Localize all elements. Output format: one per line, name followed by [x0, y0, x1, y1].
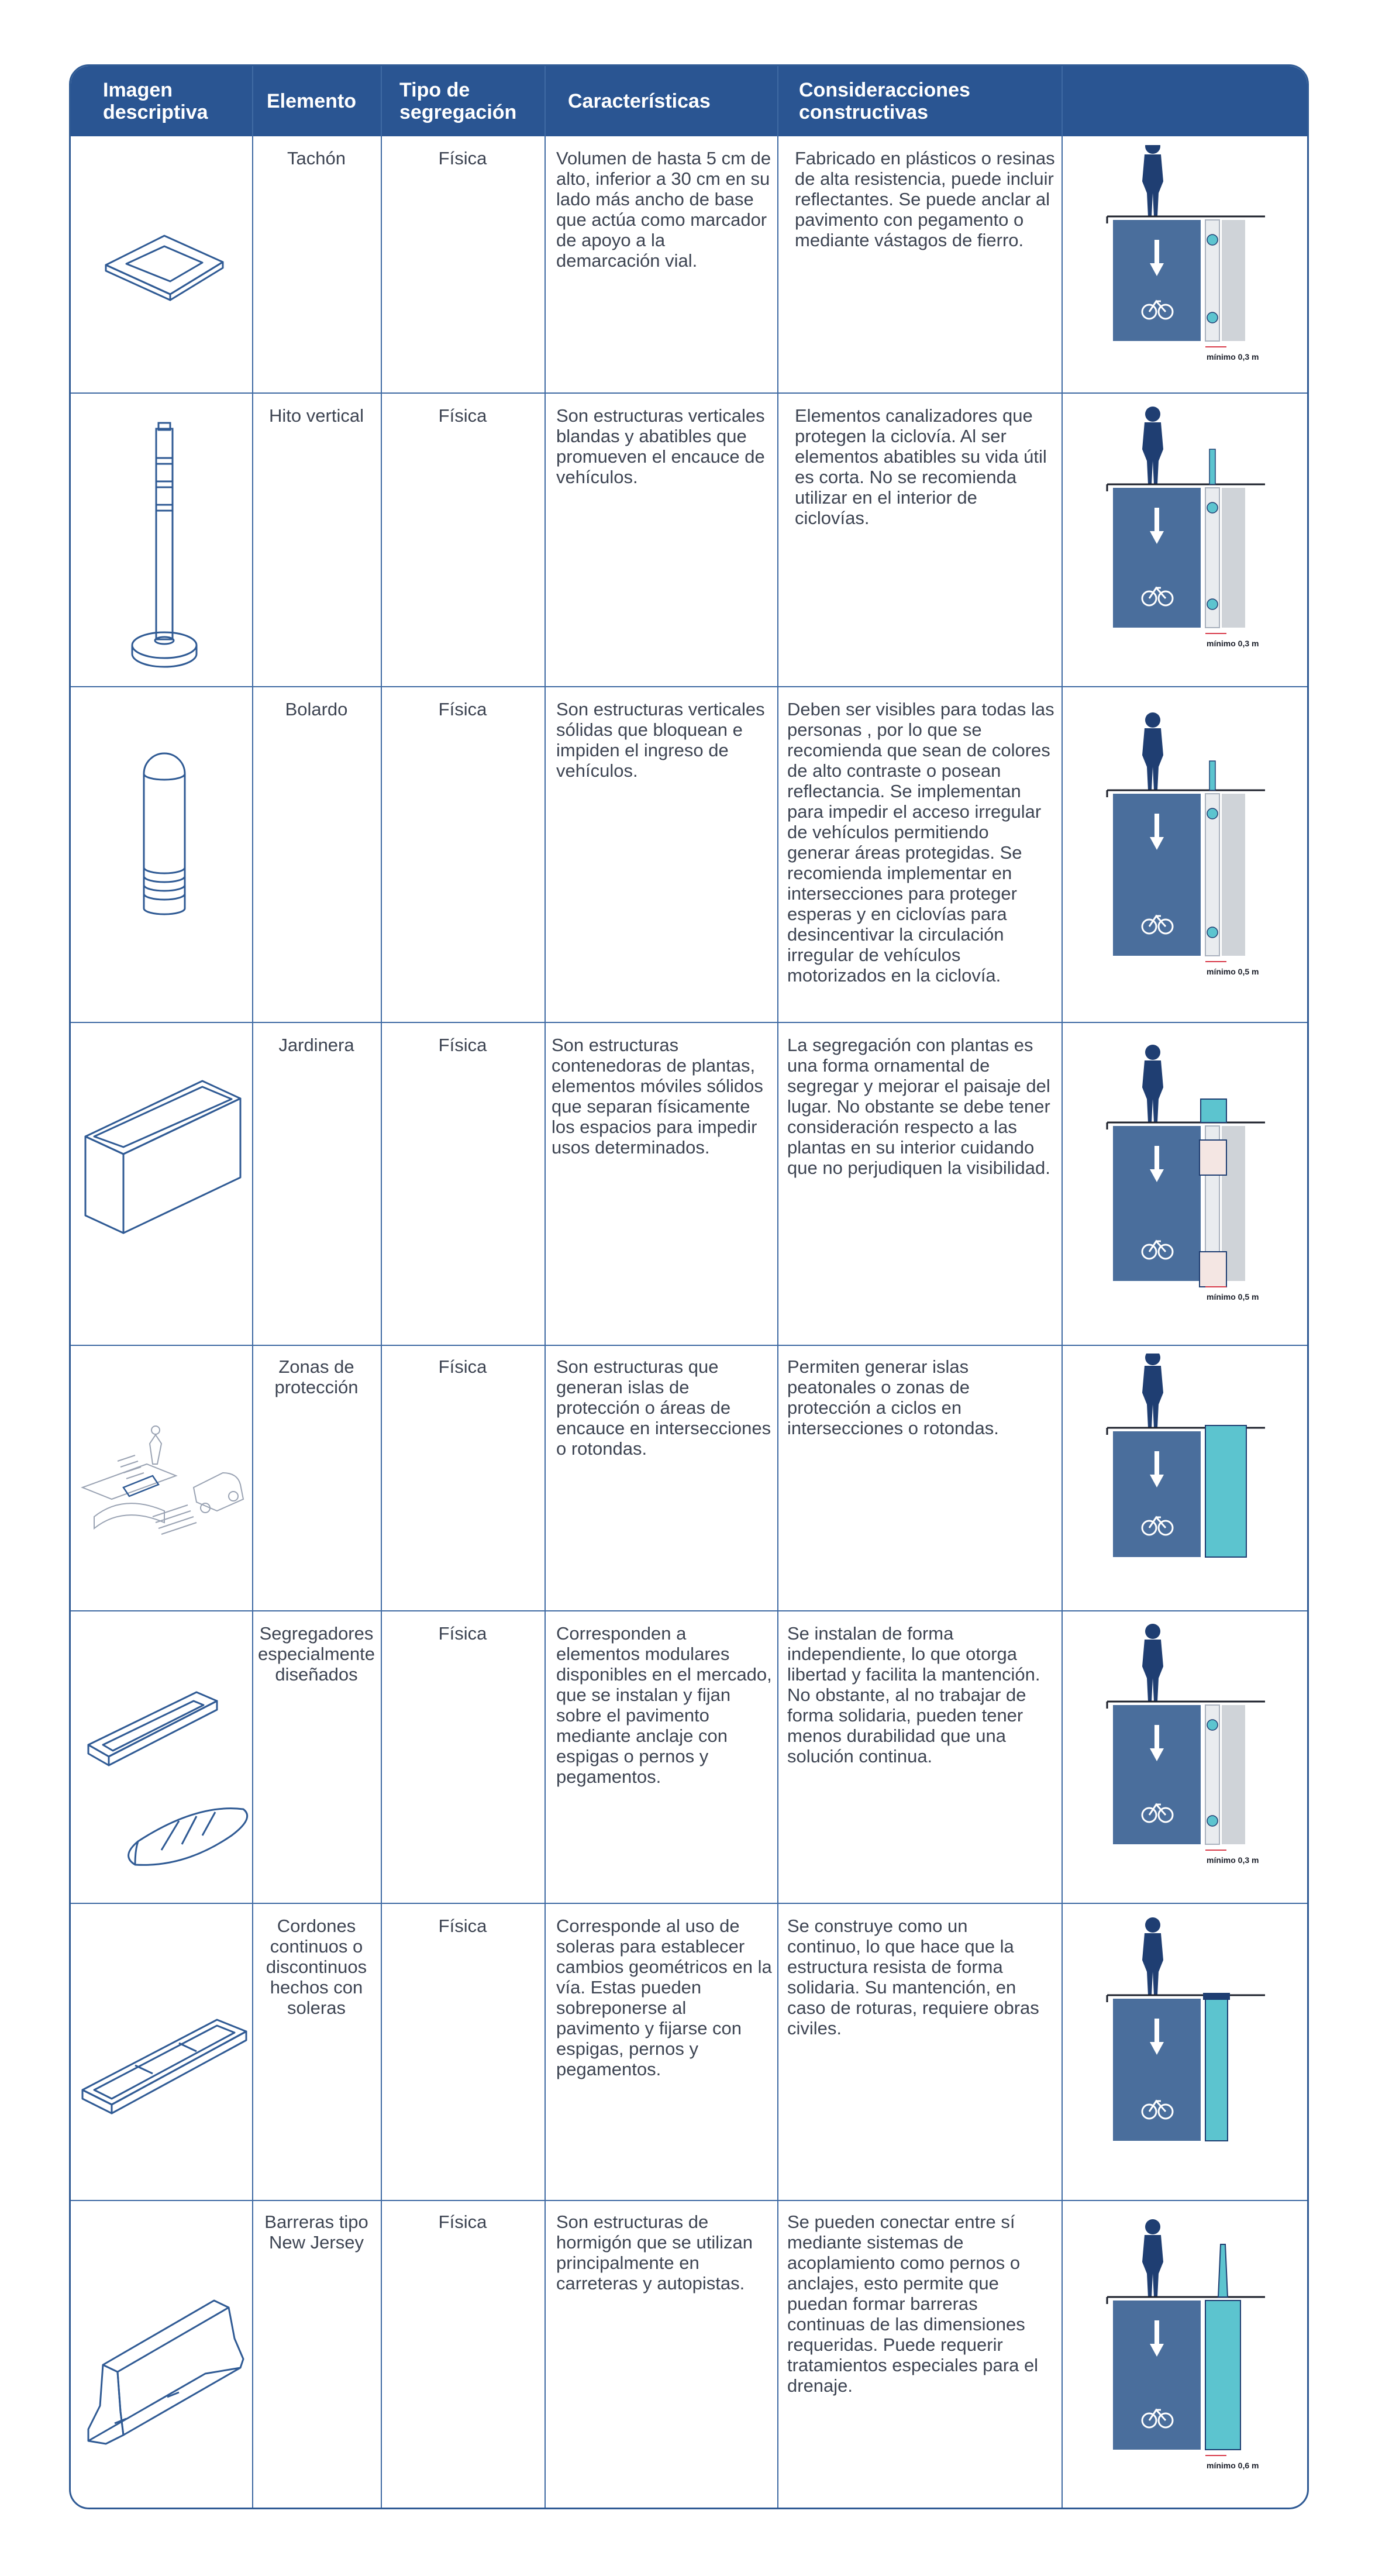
row-characteristics: Son estructuras contenedoras de plantas, elementos móviles sólidos que separan físicamente los espacios para impedir usos determinados. — [552, 1035, 763, 1158]
row-segregation: Física — [438, 2212, 487, 2232]
measure-label: mínimo 0,6 m — [1207, 2461, 1259, 2470]
lane-diagram — [1095, 1619, 1271, 1894]
measure-label: mínimo 0,3 m — [1207, 352, 1259, 361]
row-considerations: Se construye como un continuo, lo que hace que la estructura resista de forma solidaria. Su mantención, en caso de roturas, requiere obras civiles. — [787, 1916, 1039, 2038]
road-edge — [1222, 488, 1245, 628]
row-element: Zonas de protección — [274, 1356, 359, 1397]
lane-diagram — [1095, 1354, 1271, 1602]
planter-profile — [1201, 1099, 1226, 1122]
row-considerations: Permiten generar islas peatonales o zonas de protección a ciclos en intersecciones o rotondas. — [787, 1356, 999, 1438]
post-profile — [1209, 761, 1215, 790]
cyclist-icon — [1142, 1917, 1163, 1995]
cyclist-icon — [1142, 712, 1163, 790]
header-characteristics: Características — [568, 90, 711, 112]
row-element: Bolardo — [285, 699, 348, 719]
road-stud-icon — [94, 212, 235, 312]
row-characteristics: Son estructuras de hormigón que se utilizan principalmente en carreteras y autopistas. — [556, 2212, 753, 2293]
col-divider — [777, 66, 778, 2509]
curb-strip — [1205, 1999, 1228, 2141]
lane-diagram — [1095, 2209, 1271, 2502]
segregation-table — [69, 64, 1309, 2509]
col-divider — [1062, 66, 1063, 2509]
marker-dot — [1207, 599, 1218, 609]
row-considerations: Elementos canalizadores que protegen la ciclovía. Al ser elementos abatibles su vida útil es corta. No se recomienda utilizar en el interior de ciclovías. — [795, 405, 1047, 528]
row-divider — [71, 1903, 1309, 1904]
row-segregation: Física — [438, 1356, 487, 1377]
curb-icon — [77, 1996, 252, 2125]
row-element: Cordones continuos o discontinuos hechos con soleras — [266, 1916, 367, 2018]
row-segregation: Física — [438, 148, 487, 168]
header-element: Elemento — [267, 90, 357, 112]
protection-island — [1205, 1425, 1246, 1557]
row-characteristics: Son estructuras verticales sólidas que bloquean e impiden el ingreso de vehículos. — [556, 699, 765, 781]
measure-label: mínimo 0,3 m — [1207, 639, 1259, 648]
cyclist-icon — [1142, 407, 1163, 484]
lane-diagram — [1095, 695, 1271, 1013]
row-divider — [71, 1345, 1309, 1346]
planter-box — [1200, 1252, 1226, 1287]
cyclist-icon — [1142, 2219, 1163, 2297]
row-characteristics: Son estructuras que generan islas de protección o áreas de encauce en intersecciones o rotondas. — [556, 1356, 771, 1459]
flexible-post-icon — [123, 417, 205, 674]
marker-dot — [1207, 1816, 1218, 1826]
marker-dot — [1207, 235, 1218, 245]
marker-dot — [1207, 1720, 1218, 1730]
cyclist-icon — [1142, 1624, 1163, 1702]
row-segregation: Física — [438, 1623, 487, 1644]
road-edge — [1222, 220, 1245, 341]
row-segregation: Física — [438, 405, 487, 426]
row-characteristics: Corresponde al uso de soleras para establecer cambios geométricos en la vía. Estas pueden sobreponerse al pavimento y fijarse con espigas, pernos y pegamentos. — [556, 1916, 772, 2079]
road-edge — [1222, 1705, 1245, 1844]
road-edge — [1222, 794, 1245, 956]
barrier-strip — [1205, 2301, 1240, 2450]
bollard-icon — [132, 745, 197, 932]
row-divider — [71, 1610, 1309, 1611]
row-characteristics: Volumen de hasta 5 cm de alto, inferior a 30 cm en su lado más ancho de base que actúa como marcador de apoyo a la demarcación vial. — [556, 148, 771, 271]
protection-zone-icon — [77, 1400, 252, 1552]
row-characteristics: Corresponden a elementos modulares disponibles en el mercado, que se instalan y fijan sobre el pavimento mediante anclaje con espigas o pernos y pegamentos. — [556, 1623, 772, 1787]
row-divider — [71, 2200, 1309, 2201]
bike-lane — [1113, 220, 1201, 341]
col-divider — [252, 66, 253, 2509]
row-element: Segregadores especialmente diseñados — [258, 1623, 375, 1685]
measure-label: mínimo 0,3 m — [1207, 1855, 1259, 1865]
row-divider — [71, 686, 1309, 687]
row-segregation: Física — [438, 699, 487, 719]
new-jersey-barrier-icon — [80, 2265, 249, 2453]
header-image: Imagen descriptiva — [103, 79, 208, 123]
planter-icon — [80, 1072, 249, 1242]
header-considerations: Consideracciones constructivas — [799, 79, 970, 123]
bike-lane — [1113, 1431, 1201, 1557]
marker-dot — [1207, 927, 1218, 938]
row-segregation: Física — [438, 1916, 487, 1936]
row-considerations: Se pueden conectar entre sí mediante sistemas de acoplamiento como pernos o anclajes, esto permite que puedan formar barreras continuas de las dimensiones requeridas. Puede requerir tratamientos especiales para el drenaje. — [787, 2212, 1039, 2396]
marker-dot — [1207, 808, 1218, 819]
measure-label: mínimo 0,5 m — [1207, 967, 1259, 976]
row-characteristics: Son estructuras verticales blandas y abatibles que promueven el encauce de vehículos. — [556, 405, 765, 487]
cyclist-icon — [1142, 145, 1163, 216]
lane-diagram — [1095, 1031, 1271, 1336]
marker-dot — [1207, 502, 1218, 513]
lane-diagram — [1095, 401, 1271, 677]
cyclist-icon — [1142, 1045, 1163, 1122]
row-element: Jardinera — [278, 1035, 354, 1055]
row-segregation: Física — [438, 1035, 487, 1055]
row-element: Hito vertical — [269, 405, 364, 426]
modular-separator-icon — [80, 1669, 249, 1879]
row-divider — [71, 392, 1309, 394]
row-element: Barreras tipo New Jersey — [264, 2212, 368, 2253]
marker-dot — [1207, 312, 1218, 323]
planter-box — [1200, 1140, 1226, 1175]
lane-diagram — [1095, 145, 1271, 384]
row-considerations: Fabricado en plásticos o resinas de alta resistencia, puede incluir reflectantes. Se puede anclar al pavimento con pegamento o mediante vástagos de fierro. — [795, 148, 1055, 250]
col-divider — [544, 66, 546, 2509]
row-considerations: Se instalan de forma independiente, lo que otorga libertad y facilita la mantención. No obstante, al no trabajar de forma solidaria, pueden tener menos durabilidad que una solución continua. — [787, 1623, 1040, 1766]
row-considerations: La segregación con plantas es una forma ornamental de segregar y mejorar el paisaje del lugar. No obstante se debe tener consideración respecto a las plantas en su interior cuidando que no perjudiquen la visibilidad. — [787, 1035, 1050, 1178]
row-element: Tachón — [287, 148, 346, 168]
lane-diagram — [1095, 1912, 1271, 2191]
post-profile — [1209, 449, 1215, 484]
col-divider — [381, 66, 382, 2509]
header-segregation: Tipo de segregación — [399, 79, 517, 123]
barrier-profile — [1218, 2244, 1228, 2297]
cyclist-icon — [1142, 1354, 1163, 1428]
table-header — [71, 66, 1309, 136]
curb-top — [1203, 1993, 1230, 2000]
row-considerations: Deben ser visibles para todas las personas , por lo que se recomienda que sean de colores de alto contraste o posean reflectancia. Se implementan para impedir el acceso irregular de vehículos permitiendo generar áreas protegidas. Se recomienda implementar en intersecciones para proteger esperas y en ciclovías para desincentivar la circulación irregular de vehículos motorizados en la ciclovía. — [787, 699, 1054, 986]
measure-label: mínimo 0,5 m — [1207, 1292, 1259, 1301]
